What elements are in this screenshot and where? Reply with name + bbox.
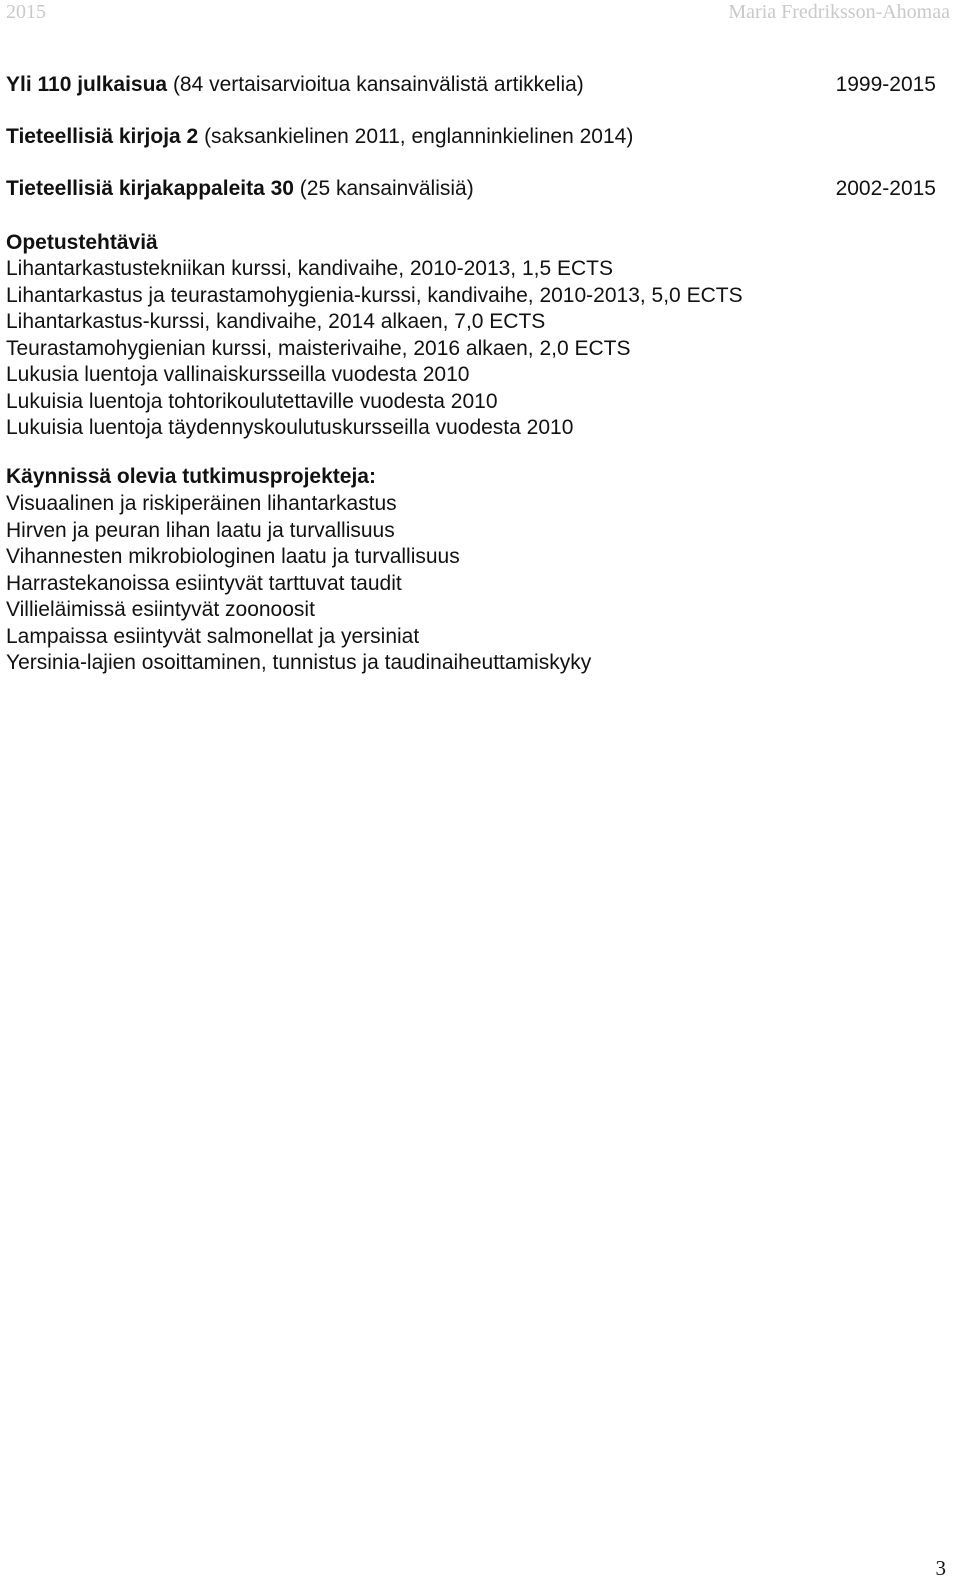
publication-detail: (saksankielinen 2011, englanninkielinen 2014) <box>198 125 634 148</box>
teaching-list <box>6 256 743 442</box>
projects-heading: Käynnissä olevia tutkimusprojekteja: <box>6 465 376 488</box>
project-item: Hirven ja peuran lihan laatu ja turvallisuus <box>6 518 395 542</box>
teaching-heading: Opetustehtäviä <box>6 231 158 254</box>
publication-row <box>6 124 936 150</box>
publication-count: Tieteellisiä kirjoja 2 <box>6 125 199 148</box>
publication-detail: (84 vertaisarvioitua kansainvälistä artikkelia) <box>167 73 584 96</box>
teaching-item: Lukuisia luentoja täydennyskoulutuskursseilla vuodesta 2010 <box>6 416 574 439</box>
teaching-item: Lihantarkastustekniikan kurssi, kandivaihe, 2010-2013, 1,5 ECTS <box>6 257 614 280</box>
project-item: Lampaissa esiintyvät salmonellat ja yersiniat <box>6 624 420 648</box>
teaching-item: Teurastamohygienian kurssi, maisterivaihe, 2016 alkaen, 2,0 ECTS <box>6 336 631 360</box>
publication-row <box>6 176 936 202</box>
teaching-item: Lihantarkastus-kurssi, kandivaihe, 2014 alkaen, 7,0 ECTS <box>6 310 546 333</box>
project-item: Visuaalinen ja riskiperäinen lihantarkastus <box>6 492 397 515</box>
project-item: Vihannesten mikrobiologinen laatu ja turvallisuus <box>6 545 460 568</box>
page-number: 3 <box>935 1556 946 1580</box>
teaching-item: Lihantarkastus ja teurastamohygienia-kurssi, kandivaihe, 2010-2013, 5,0 ECTS <box>6 283 743 307</box>
header-year: 2015 <box>6 1 46 23</box>
project-item: Yersinia-lajien osoittaminen, tunnistus ja taudinaiheuttamiskyky <box>6 651 592 674</box>
publication-years: 1999-2015 <box>835 73 936 96</box>
header-author: Maria Fredriksson-Ahomaa <box>728 1 950 23</box>
publication-row <box>6 72 936 98</box>
page-header <box>0 1 960 27</box>
publication-detail: (25 kansainvälisiä) <box>293 177 474 200</box>
teaching-item: Lukusia luentoja vallinaiskursseilla vuodesta 2010 <box>6 363 470 386</box>
project-item: Harrastekanoissa esiintyvät tarttuvat taudit <box>6 571 402 595</box>
project-item: Villieläimissä esiintyvät zoonoosit <box>6 598 315 621</box>
teaching-item: Lukuisia luentoja tohtorikoulutettaville vuodesta 2010 <box>6 389 498 413</box>
publication-count: Tieteellisiä kirjakappaleita 30 <box>6 177 294 200</box>
publication-count: Yli 110 julkaisua <box>6 73 168 96</box>
publication-years: 2002-2015 <box>835 177 936 200</box>
projects-list <box>6 491 591 677</box>
